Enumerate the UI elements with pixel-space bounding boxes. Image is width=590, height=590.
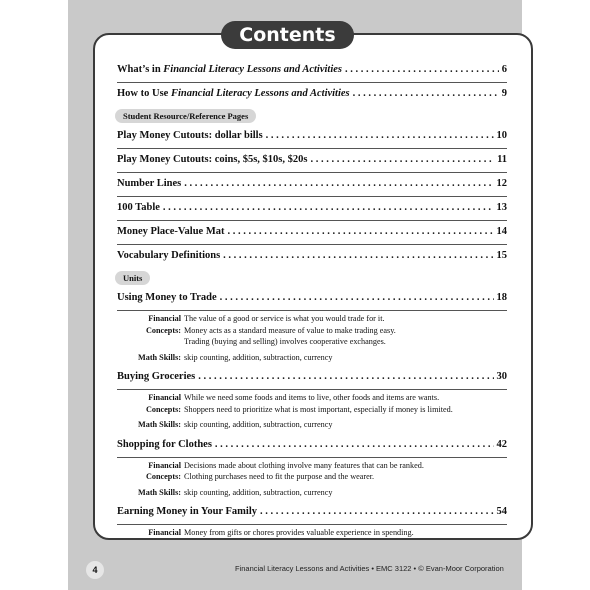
math-skills-value: skip counting, addition, subtraction, currency: [184, 352, 333, 362]
concept-line: Decisions made about clothing involve many features that can be ranked.: [184, 460, 424, 470]
concept-line: Shoppers need to prioritize what is most important, especially if money is limited.: [184, 404, 453, 414]
math-skills-value: skip counting, addition, subtraction, currency: [184, 487, 333, 497]
toc-page-number: 9: [501, 88, 507, 99]
math-skills-label: Math Skills:: [138, 352, 181, 362]
table-of-contents: [117, 61, 507, 540]
toc-page-number: 6: [501, 64, 507, 75]
toc-entry-title: Buying Groceries: [117, 371, 196, 382]
divider: [117, 148, 507, 149]
concept-line: Clothing purchases need to fit the purpose and the wearer.: [184, 472, 375, 481]
divider: [117, 82, 507, 83]
math-skills-label: Math Skills:: [138, 420, 181, 429]
math-skills-value: skip counting, addition, subtraction, currency: [184, 420, 333, 429]
unit-block: [117, 368, 507, 436]
toc-entry-resource[interactable]: [117, 175, 507, 193]
units-list: [117, 289, 507, 540]
unit-block: [117, 503, 507, 540]
math-skills: [117, 419, 507, 431]
contents-card: [93, 33, 533, 540]
toc-entry-resource[interactable]: [117, 223, 507, 241]
concept-line: While we need some foods and items to live, other foods and items are wants.: [184, 393, 440, 402]
toc-page-number: 30: [496, 371, 507, 382]
concept-line: Money acts as a standard measure of value to make trading easy.: [184, 325, 396, 335]
section-label-units: Units: [115, 271, 150, 285]
toc-entry-resource[interactable]: [117, 199, 507, 217]
toc-page-number: 13: [496, 202, 507, 213]
footer-credit: Financial Literacy Lessons and Activities • EMC 3122 • © Evan-Moor Corporation: [235, 564, 504, 573]
divider: [117, 389, 507, 390]
toc-entry-title: Play Money Cutouts: coins, $5s, $10s, $20s: [117, 154, 308, 165]
toc-entry-title: What’s in Financial Literacy Lessons and Activities: [117, 64, 342, 75]
toc-entry-title: Number Lines: [117, 178, 182, 189]
toc-entry-title: 100 Table: [117, 202, 160, 213]
unit-block: [117, 436, 507, 504]
toc-entry-unit[interactable]: [117, 503, 507, 521]
divider: [117, 220, 507, 221]
toc-page-number: 18: [496, 292, 507, 303]
toc-entry-title: Using Money to Trade: [117, 292, 217, 303]
toc-page-number: 14: [496, 226, 507, 237]
divider: [117, 524, 507, 525]
math-skills: [117, 352, 507, 364]
concept-line: [184, 539, 507, 541]
financial-concepts-label: Financial Concepts:: [145, 314, 181, 335]
financial-concepts-label: Financial: [148, 528, 181, 537]
toc-page-number: 15: [496, 250, 507, 261]
toc-entry-title: How to Use Financial Literacy Lessons and Activities: [117, 88, 350, 99]
toc-entry-resource[interactable]: [117, 127, 507, 145]
divider: [117, 172, 507, 173]
footer-page-number: 4: [86, 561, 104, 579]
divider: [117, 196, 507, 197]
toc-entry-resource[interactable]: [117, 247, 507, 265]
toc-page-number: 12: [496, 178, 507, 189]
toc-entry-title: Vocabulary Definitions: [117, 250, 221, 261]
page-title: Contents: [221, 21, 354, 49]
financial-concepts: [117, 527, 507, 540]
toc-entry-unit[interactable]: [117, 368, 507, 386]
toc-page-number: 11: [497, 154, 507, 165]
unit-block: [117, 289, 507, 368]
concept-line: The value of a good or service is what you would trade for it.: [184, 314, 385, 323]
toc-entry-title: Money Place-Value Mat: [117, 226, 225, 237]
resource-list: [117, 127, 507, 265]
financial-concepts-label: Financial Concepts:: [145, 393, 181, 414]
financial-concepts: [117, 460, 507, 483]
toc-entry-whats-in[interactable]: [117, 61, 507, 79]
toc-entry-title: Earning Money in Your Family: [117, 506, 258, 517]
financial-concepts: [117, 392, 507, 415]
math-skills: [117, 487, 507, 499]
math-skills-label: Math Skills:: [138, 487, 181, 497]
toc-page-number: 42: [496, 438, 507, 450]
toc-entry-how-to-use[interactable]: [117, 85, 507, 103]
concept-line: Money from gifts or chores provides valuable experience in spending.: [184, 528, 414, 537]
toc-entry-title: Shopping for Clothes: [117, 438, 212, 450]
divider: [117, 310, 507, 311]
toc-entry-unit[interactable]: [117, 289, 507, 307]
concept-line: Trading (buying and selling) involves cooperative exchanges.: [184, 337, 386, 346]
divider: [117, 457, 507, 458]
section-label-resources: Student Resource/Reference Pages: [115, 109, 256, 123]
toc-page-number: 10: [496, 130, 507, 141]
toc-page-number: 54: [496, 506, 507, 517]
toc-entry-unit[interactable]: [117, 436, 507, 454]
financial-concepts-label: Financial Concepts:: [145, 460, 181, 481]
divider: [117, 244, 507, 245]
financial-concepts: [117, 313, 507, 348]
toc-entry-resource[interactable]: [117, 151, 507, 169]
toc-entry-title: Play Money Cutouts: dollar bills: [117, 130, 263, 141]
